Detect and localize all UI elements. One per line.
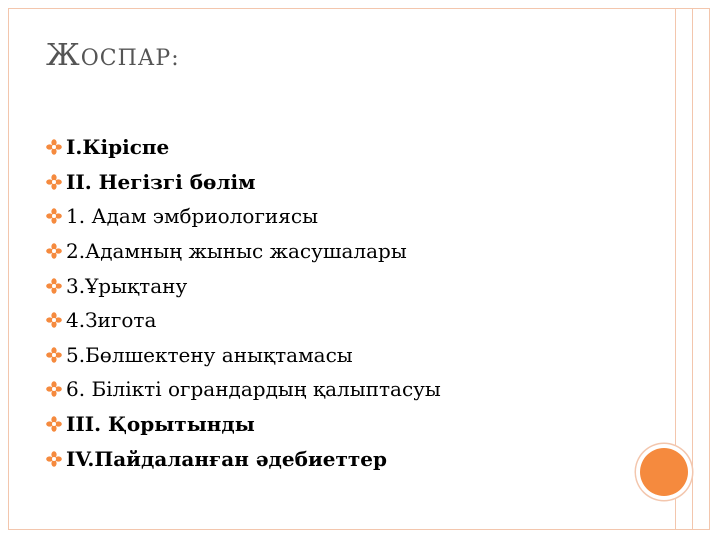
list-item <box>46 372 441 407</box>
decorative-orange-circle <box>640 448 688 496</box>
orange-flower-bullet-icon <box>46 139 62 155</box>
orange-flower-bullet-icon <box>46 347 62 363</box>
orange-flower-bullet-icon <box>46 451 62 467</box>
list-item <box>46 130 441 165</box>
orange-flower-bullet-icon <box>46 278 62 294</box>
slide-title-initial: Ж <box>46 38 81 73</box>
list-item <box>46 165 441 200</box>
list-item-text: 5.Бөлшектену анықтамасы <box>66 342 353 367</box>
list-item-text: 2.Адамның жыныс жасушалары <box>66 239 407 264</box>
orange-flower-bullet-icon <box>46 174 62 190</box>
list-item <box>46 407 441 442</box>
list-item <box>46 268 441 303</box>
orange-flower-bullet-icon <box>46 416 62 432</box>
list-item-text: I.Кіріспе <box>66 135 170 160</box>
list-item-text: 4.Зигота <box>66 308 157 333</box>
list-item-text: 3.Ұрықтану <box>66 273 188 298</box>
list-item-text: IV.Пайдаланған әдебиеттер <box>66 446 387 471</box>
orange-flower-bullet-icon <box>46 208 62 224</box>
list-item-text: II. Негізгі бөлім <box>66 169 256 194</box>
list-item <box>46 338 441 373</box>
list-item <box>46 441 441 476</box>
orange-flower-bullet-icon <box>46 312 62 328</box>
list-item <box>46 303 441 338</box>
list-item <box>46 234 441 269</box>
list-item-text: 6. Білікті ограндардың қалыптасуы <box>66 377 441 402</box>
slide-title <box>46 38 180 73</box>
list-item-text: III. Қорытынды <box>66 412 255 437</box>
list-item-text: 1. Адам эмбриологиясы <box>66 204 319 229</box>
bullet-list <box>46 130 441 476</box>
slide-title-rest: ОСПАР: <box>80 46 180 71</box>
orange-flower-bullet-icon <box>46 243 62 259</box>
orange-flower-bullet-icon <box>46 381 62 397</box>
list-item <box>46 199 441 234</box>
